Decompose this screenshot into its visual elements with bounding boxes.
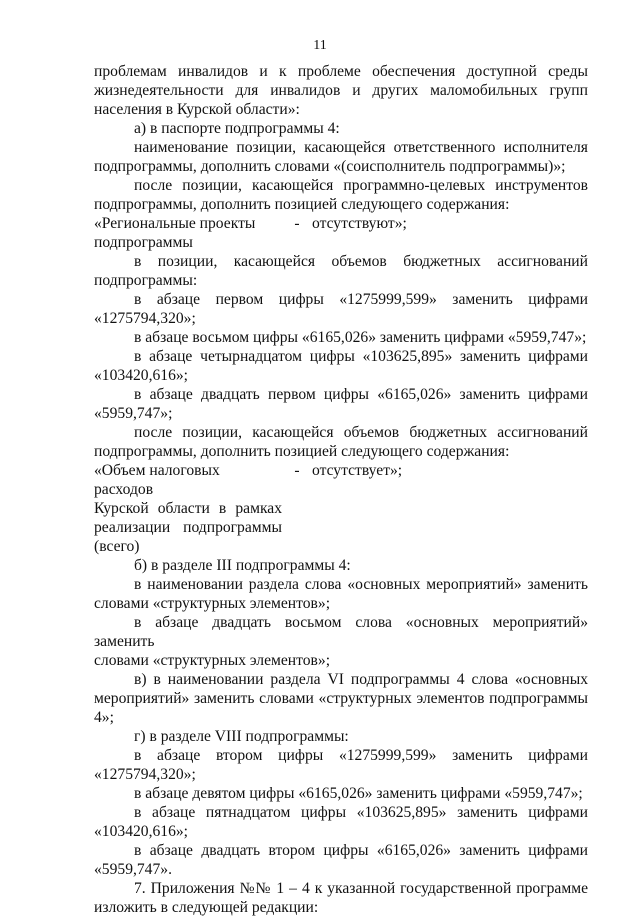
paragraph: в позиции, касающейся объемов бюджетных ассигнований [134,253,588,270]
paragraph: а) в паспорте подпрограммы 4: [134,120,340,137]
paragraph: в абзаце двадцать восьмом слова «основных мероприятий» заменить [94,614,588,650]
position-value: отсутствуют»; [312,215,407,232]
paragraph: 7. Приложения №№ 1 – 4 к указанной государственной программе [134,880,588,897]
paragraph: в абзаце девятом цифры «6165,026» заменить цифрами «5959,747»; [134,785,583,802]
paragraph-line: подпрограммы, дополнить словами «(соисполнитель подпрограммы)»; [94,158,566,175]
paragraph-line: мероприятий» заменить словами «структурных элементов подпрограммы [94,690,588,707]
paragraph: в абзаце двадцать втором цифры «6165,026» заменить цифрами [134,842,588,859]
page-number: 11 [313,38,327,53]
paragraph: в абзаце первом цифры «1275999,599» заменить цифрами [134,291,588,308]
position-dash: - [294,462,300,479]
paragraph: в абзаце четырнадцатом цифры «103625,895» заменить цифрами [134,348,588,365]
paragraph: в абзаце пятнадцатом цифры «103625,895» заменить цифрами [134,804,588,821]
position-label: «Региональные проекты подпрограммы [94,215,256,251]
paragraph: в абзаце втором цифры «1275999,599» заменить цифрами [134,747,588,764]
paragraph: в абзаце двадцать первом цифры «6165,026» заменить цифрами [134,386,588,403]
paragraph-line: «103420,616»; [94,823,188,840]
inserted-position-tax-expenditures [94,461,588,556]
paragraph-line: подпрограммы: [94,272,198,289]
paragraph-line: словами «структурных элементов»; [94,595,331,612]
paragraph: после позиции, касающейся объемов бюджетных ассигнований [134,424,588,441]
paragraph-line: населения в Курской области»: [94,101,300,118]
paragraph-line: подпрограммы, дополнить позицией следующего содержания: [94,443,510,460]
paragraph-line: «1275794,320»; [94,310,196,327]
paragraph-line: подпрограммы, дополнить позицией следующего содержания: [94,196,510,213]
paragraph-line: жизнедеятельности для инвалидов и других маломобильных групп [94,82,588,99]
position-label: «Объем налоговых расходов Курской области в рамках реализации подпрограммы (всего) [94,462,282,555]
paragraph: б) в разделе III подпрограммы 4: [134,557,351,574]
paragraph: наименование позиции, касающейся ответственного исполнителя [134,139,588,156]
paragraph-line: «103420,616»; [94,367,188,384]
paragraph: в) в наименовании раздела VI подпрограммы 4 слова «основных [134,671,588,688]
inserted-position-regional-projects [94,214,588,252]
paragraph: г) в разделе VIII подпрограммы: [134,728,349,745]
paragraph-line: «5959,747». [94,861,172,878]
paragraph-line: изложить в следующей редакции: [94,899,319,916]
paragraph-line: «5959,747»; [94,405,173,422]
paragraph-line: 4»; [94,709,114,726]
paragraph: в наименовании раздела слова «основных мероприятий» заменить [134,576,588,593]
position-dash: - [294,215,300,232]
paragraph: проблемам инвалидов и к проблеме обеспечения доступной среды [94,63,588,80]
position-value: отсутствует»; [312,462,403,479]
paragraph-line: словами «структурных элементов»; [94,652,331,669]
paragraph-line: «1275794,320»; [94,766,196,783]
document-body [94,62,588,917]
paragraph: после позиции, касающейся программно-целевых инструментов [134,177,588,194]
paragraph: в абзаце восьмом цифры «6165,026» заменить цифрами «5959,747»; [134,329,587,346]
